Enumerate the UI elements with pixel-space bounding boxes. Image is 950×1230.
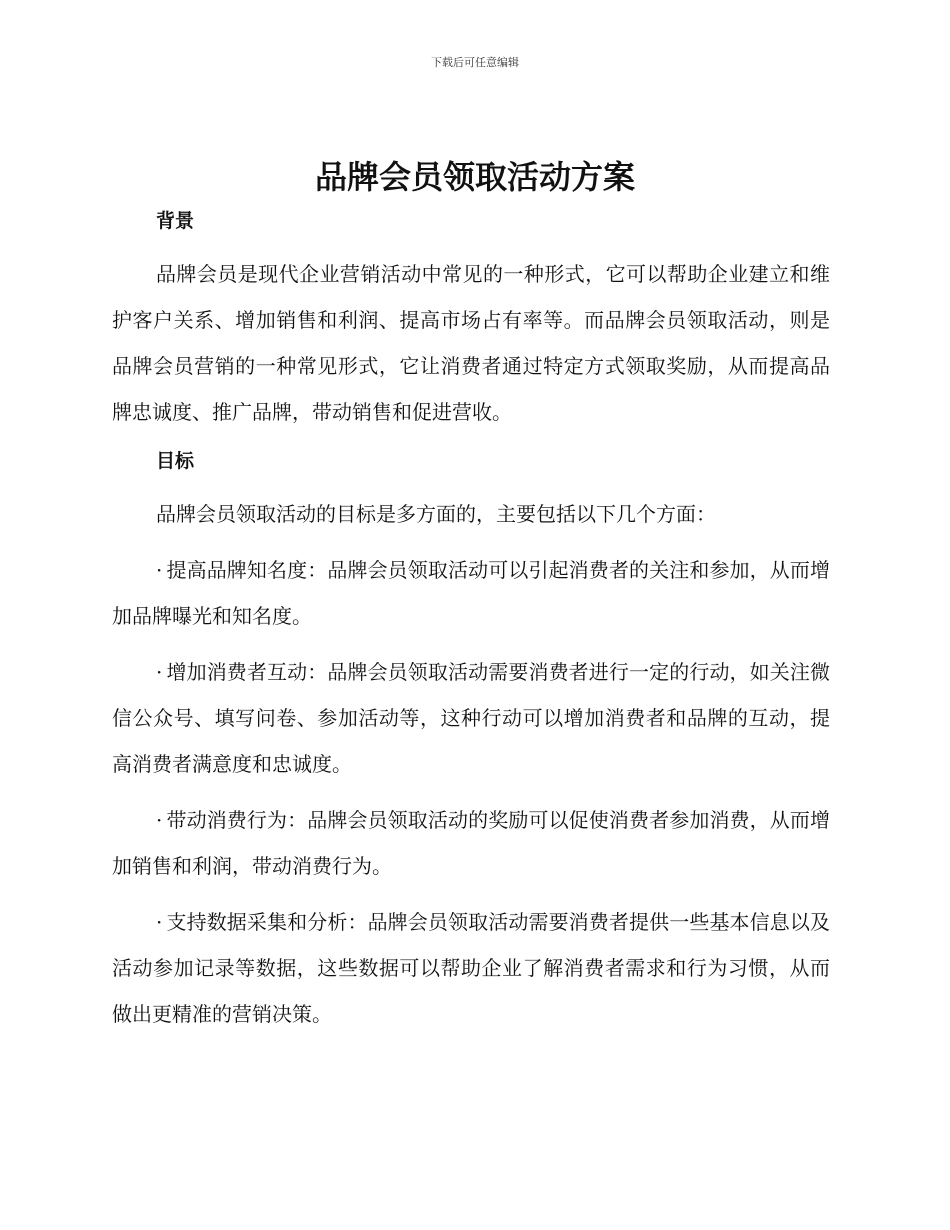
goal-bullet-item xyxy=(112,797,830,889)
bullet-dot-icon: · xyxy=(156,910,163,934)
document-body xyxy=(112,205,830,1047)
section-background xyxy=(112,205,830,435)
document-title: 品牌会员领取活动方案 xyxy=(314,158,635,196)
goal-bullet-text: 支持数据采集和分析：品牌会员领取活动需要消费者提供一些基本信息以及活动参加记录等数据，这些数据可以帮助企业了解消费者需求和行为习惯，从而做出更精准的营销决策。 xyxy=(112,910,830,1026)
bullet-dot-icon: · xyxy=(156,558,163,582)
bullet-dot-icon: · xyxy=(156,808,163,832)
bullet-dot-icon: · xyxy=(156,660,163,684)
page-header-note: 下载后可任意编辑 xyxy=(431,56,519,69)
goal-bullet-text: 增加消费者互动：品牌会员领取活动需要消费者进行一定的行动，如关注微信公众号、填写问卷、参加活动等，这种行动可以增加消费者和品牌的互动，提高消费者满意度和忠诚度。 xyxy=(112,660,830,776)
goal-bullet-text: 提高品牌知名度：品牌会员领取活动可以引起消费者的关注和参加，从而增加品牌曝光和知名度。 xyxy=(112,558,830,628)
goals-intro-paragraph: 品牌会员领取活动的目标是多方面的，主要包括以下几个方面： xyxy=(156,502,716,526)
section-heading-background: 背景 xyxy=(156,210,195,232)
goal-bullet-item xyxy=(112,547,830,639)
goal-bullet-item xyxy=(112,649,830,787)
background-paragraph: 品牌会员是现代企业营销活动中常见的一种形式，它可以帮助企业建立和维护客户关系、增加销售和利润、提高市场占有率等。而品牌会员领取活动，则是品牌会员营销的一种常见形式，它让消费者通过特定方式领取奖励，从而提高品牌忠诚度、推广品牌，带动销售和促进营收。 xyxy=(112,262,830,424)
goal-bullet-text: 带动消费行为：品牌会员领取活动的奖励可以促使消费者参加消费，从而增加销售和利润，带动消费行为。 xyxy=(112,808,830,878)
section-goals xyxy=(112,445,830,1037)
section-heading-goals: 目标 xyxy=(156,450,195,472)
goal-bullet-item xyxy=(112,899,830,1037)
